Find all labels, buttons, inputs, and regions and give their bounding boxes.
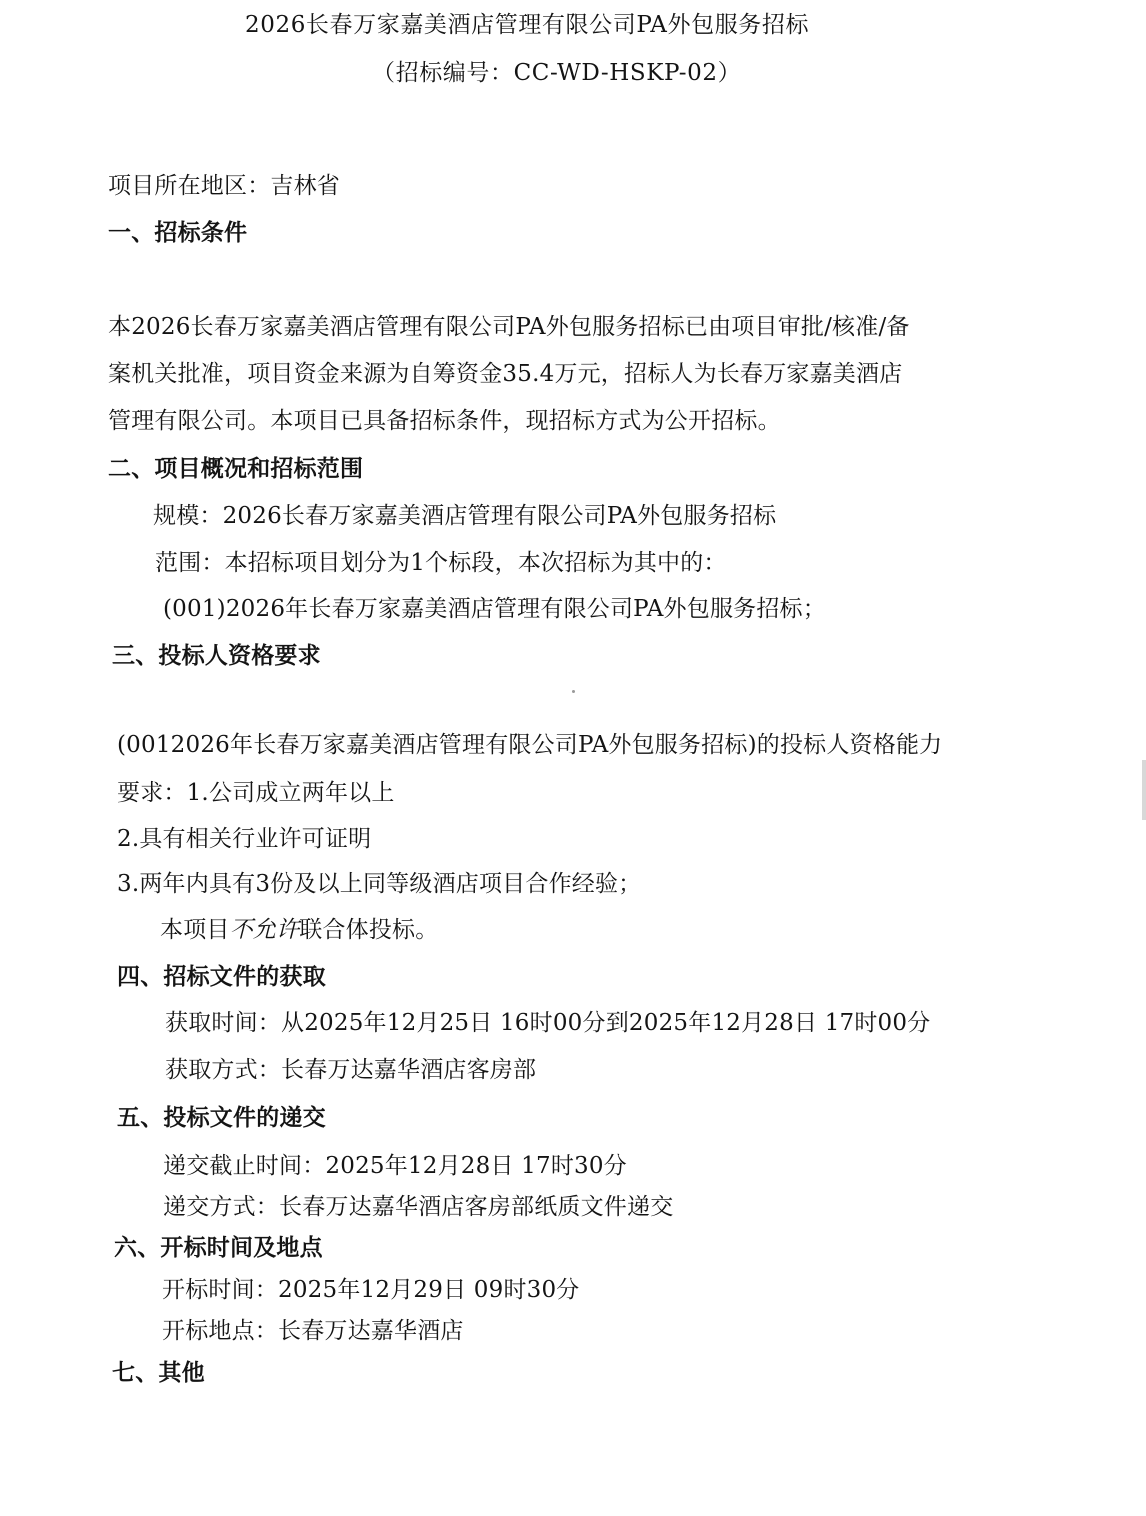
qualification-line: 3.两年内具有3份及以上同等级酒店项目合作经验；: [117, 871, 642, 897]
consortium-prefix: 本项目: [160, 917, 230, 943]
lot-line: (001)2026年长春万家嘉美酒店管理有限公司PA外包服务招标；: [163, 596, 826, 622]
scan-speck: [572, 690, 575, 693]
paragraph-line: 管理有限公司。本项目已具备招标条件，现招标方式为公开招标。: [108, 408, 781, 434]
section-heading-opening-time-place: 六、开标时间及地点: [114, 1235, 323, 1261]
consortium-emphasis: 不允许: [229, 917, 300, 943]
consortium-suffix: 联合体投标。: [299, 917, 439, 943]
scope-line: 范围：本招标项目划分为1个标段，本次招标为其中的：: [155, 550, 727, 576]
consortium-statement: [160, 915, 438, 945]
section-heading-bidder-qualifications: 三、投标人资格要求: [112, 643, 321, 669]
submission-deadline: 递交截止时间：2025年12月28日 17时30分: [163, 1153, 627, 1179]
scale-line: 规模：2026长春万家嘉美酒店管理有限公司PA外包服务招标: [153, 503, 777, 529]
qualification-line: 2.具有相关行业许可证明: [117, 826, 372, 852]
paragraph-line: 本2026长春万家嘉美酒店管理有限公司PA外包服务招标已由项目审批/核准/备: [108, 314, 910, 340]
acquisition-method: 获取方式：长春万达嘉华酒店客房部: [165, 1057, 537, 1083]
section-heading-document-acquisition: 四、招标文件的获取: [117, 964, 326, 990]
section-heading-bid-conditions: 一、招标条件: [108, 220, 248, 246]
scan-edge-shadow: [1142, 760, 1146, 820]
project-region: 项目所在地区：吉林省: [108, 173, 340, 199]
opening-place: 开标地点：长春万达嘉华酒店: [162, 1318, 464, 1344]
document-title: 2026长春万家嘉美酒店管理有限公司PA外包服务招标: [245, 12, 810, 38]
acquisition-time: 获取时间：从2025年12月25日 16时00分到2025年12月28日 17时00分: [165, 1010, 931, 1036]
submission-method: 递交方式：长春万达嘉华酒店客房部纸质文件递交: [163, 1194, 674, 1220]
section-heading-other: 七、其他: [112, 1360, 205, 1386]
paragraph-line: 案机关批准，项目资金来源为自筹资金35.4万元，招标人为长春万家嘉美酒店: [108, 361, 903, 387]
bid-number: （招标编号：CC-WD-HSKP-02）: [372, 60, 742, 86]
section-heading-project-overview: 二、项目概况和招标范围: [108, 456, 364, 482]
opening-time: 开标时间：2025年12月29日 09时30分: [162, 1277, 580, 1303]
qualification-line: 要求：1.公司成立两年以上: [117, 780, 395, 806]
qualification-line: (0012026年长春万家嘉美酒店管理有限公司PA外包服务招标)的投标人资格能力: [117, 732, 943, 758]
section-heading-bid-submission: 五、投标文件的递交: [117, 1105, 326, 1131]
